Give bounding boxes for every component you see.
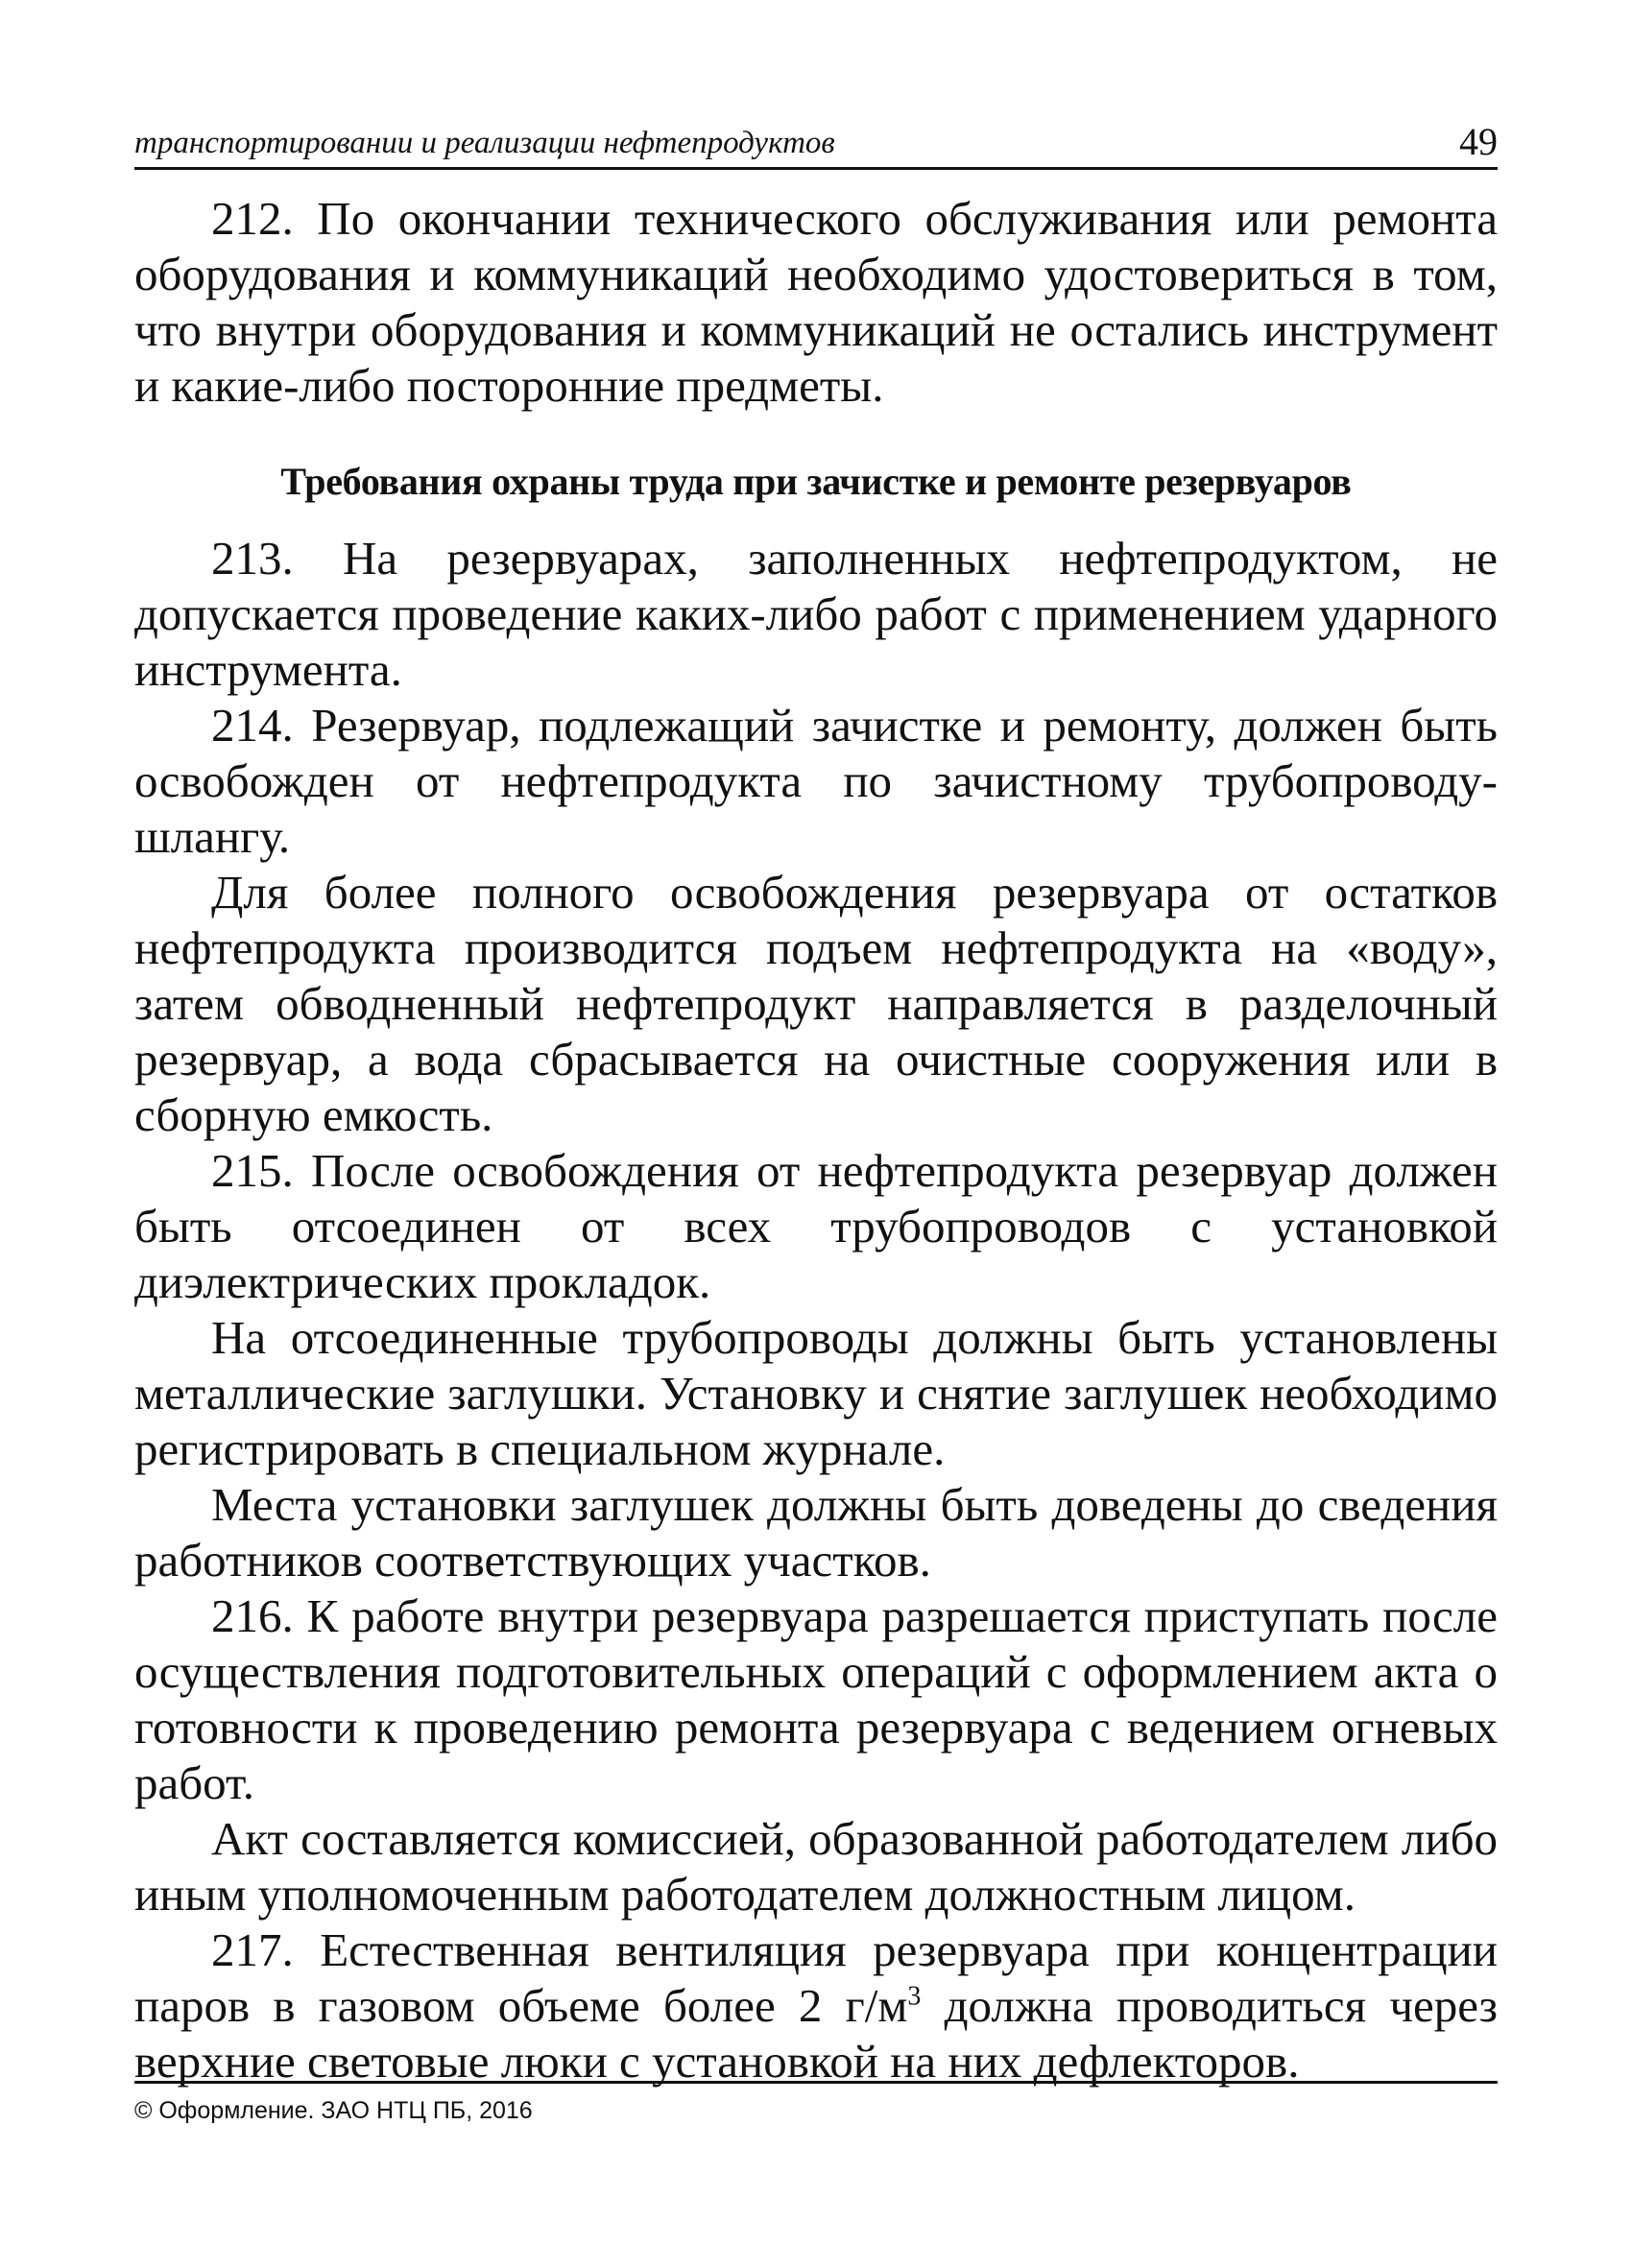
superscript-cubed: 3 [907,1981,922,2012]
section-heading: Требования охраны труда при зачистке и ремонте резервуаров [280,460,1352,503]
body-text [134,191,1498,2089]
running-title: транспортировании и реализации нефтепродуктов [134,126,835,160]
paragraph-214-continued: Для более полного освобождения резервуара от остатков нефтепродукта производится подъем нефтепродукта на «воду», затем обводненный нефтепродукт направляется в разделочный резервуар, а вода сбрасывается на очистные сооружения или в сборную емкость. [134,866,1498,1141]
paragraph-217 [134,1922,1498,2089]
paragraph-217-text-end: должна проводиться через верхние световые люки с установкой на них дефлекторов. [134,1979,1498,2088]
paragraph-213: 213. На резервуарах, заполненных нефтепродуктом, не допускается проведение каких-либо работ с применением ударного инструмента. [134,532,1498,696]
paragraph-215-continued-1: На отсоединенные трубопроводы должны быть установлены металлические заглушки. Установку и снятие заглушек необходимо регистрировать в специальном журнале. [134,1311,1498,1475]
page-header [134,120,1498,170]
paragraph-216-continued: Акт составляется комиссией, образованной работодателем либо иным уполномоченным работодателем должностным лицом. [134,1812,1498,1921]
paragraph-214: 214. Резервуар, подлежащий зачистке и ремонту, должен быть освобожден от нефтепродукта по зачистному трубопроводу-шлангу. [134,699,1498,863]
page-number: 49 [1459,120,1498,163]
paragraph-215: 215. После освобождения от нефтепродукта резервуар должен быть отсоединен от всех трубопроводов с установкой диэлектрических прокладок. [134,1144,1498,1308]
paragraph-216: 216. К работе внутри резервуара разрешается приступать после осуществления подготовительных операций с оформлением акта о готовности к проведению ремонта резервуара с ведением огневых работ. [134,1589,1498,1809]
copyright-notice: © Оформление. ЗАО НТЦ ПБ, 2016 [134,2097,533,2124]
paragraph-212: 212. По окончании технического обслуживания или ремонта оборудования и коммуникаций необходимо удостовериться в том, что внутри оборудования и коммуникаций не остались инструмент и какие-либо посторонние предметы. [134,192,1498,412]
page-footer [134,2081,1498,2125]
paragraph-217-text-start: 217. Естественная вентиляция резервуара при концентрации паров в газовом объеме более 2 г/м [134,1923,1498,2032]
paragraph-215-continued-2: Места установки заглушек должны быть доведены до сведения работников соответствующих участков. [134,1478,1498,1587]
document-page [134,120,1498,2089]
